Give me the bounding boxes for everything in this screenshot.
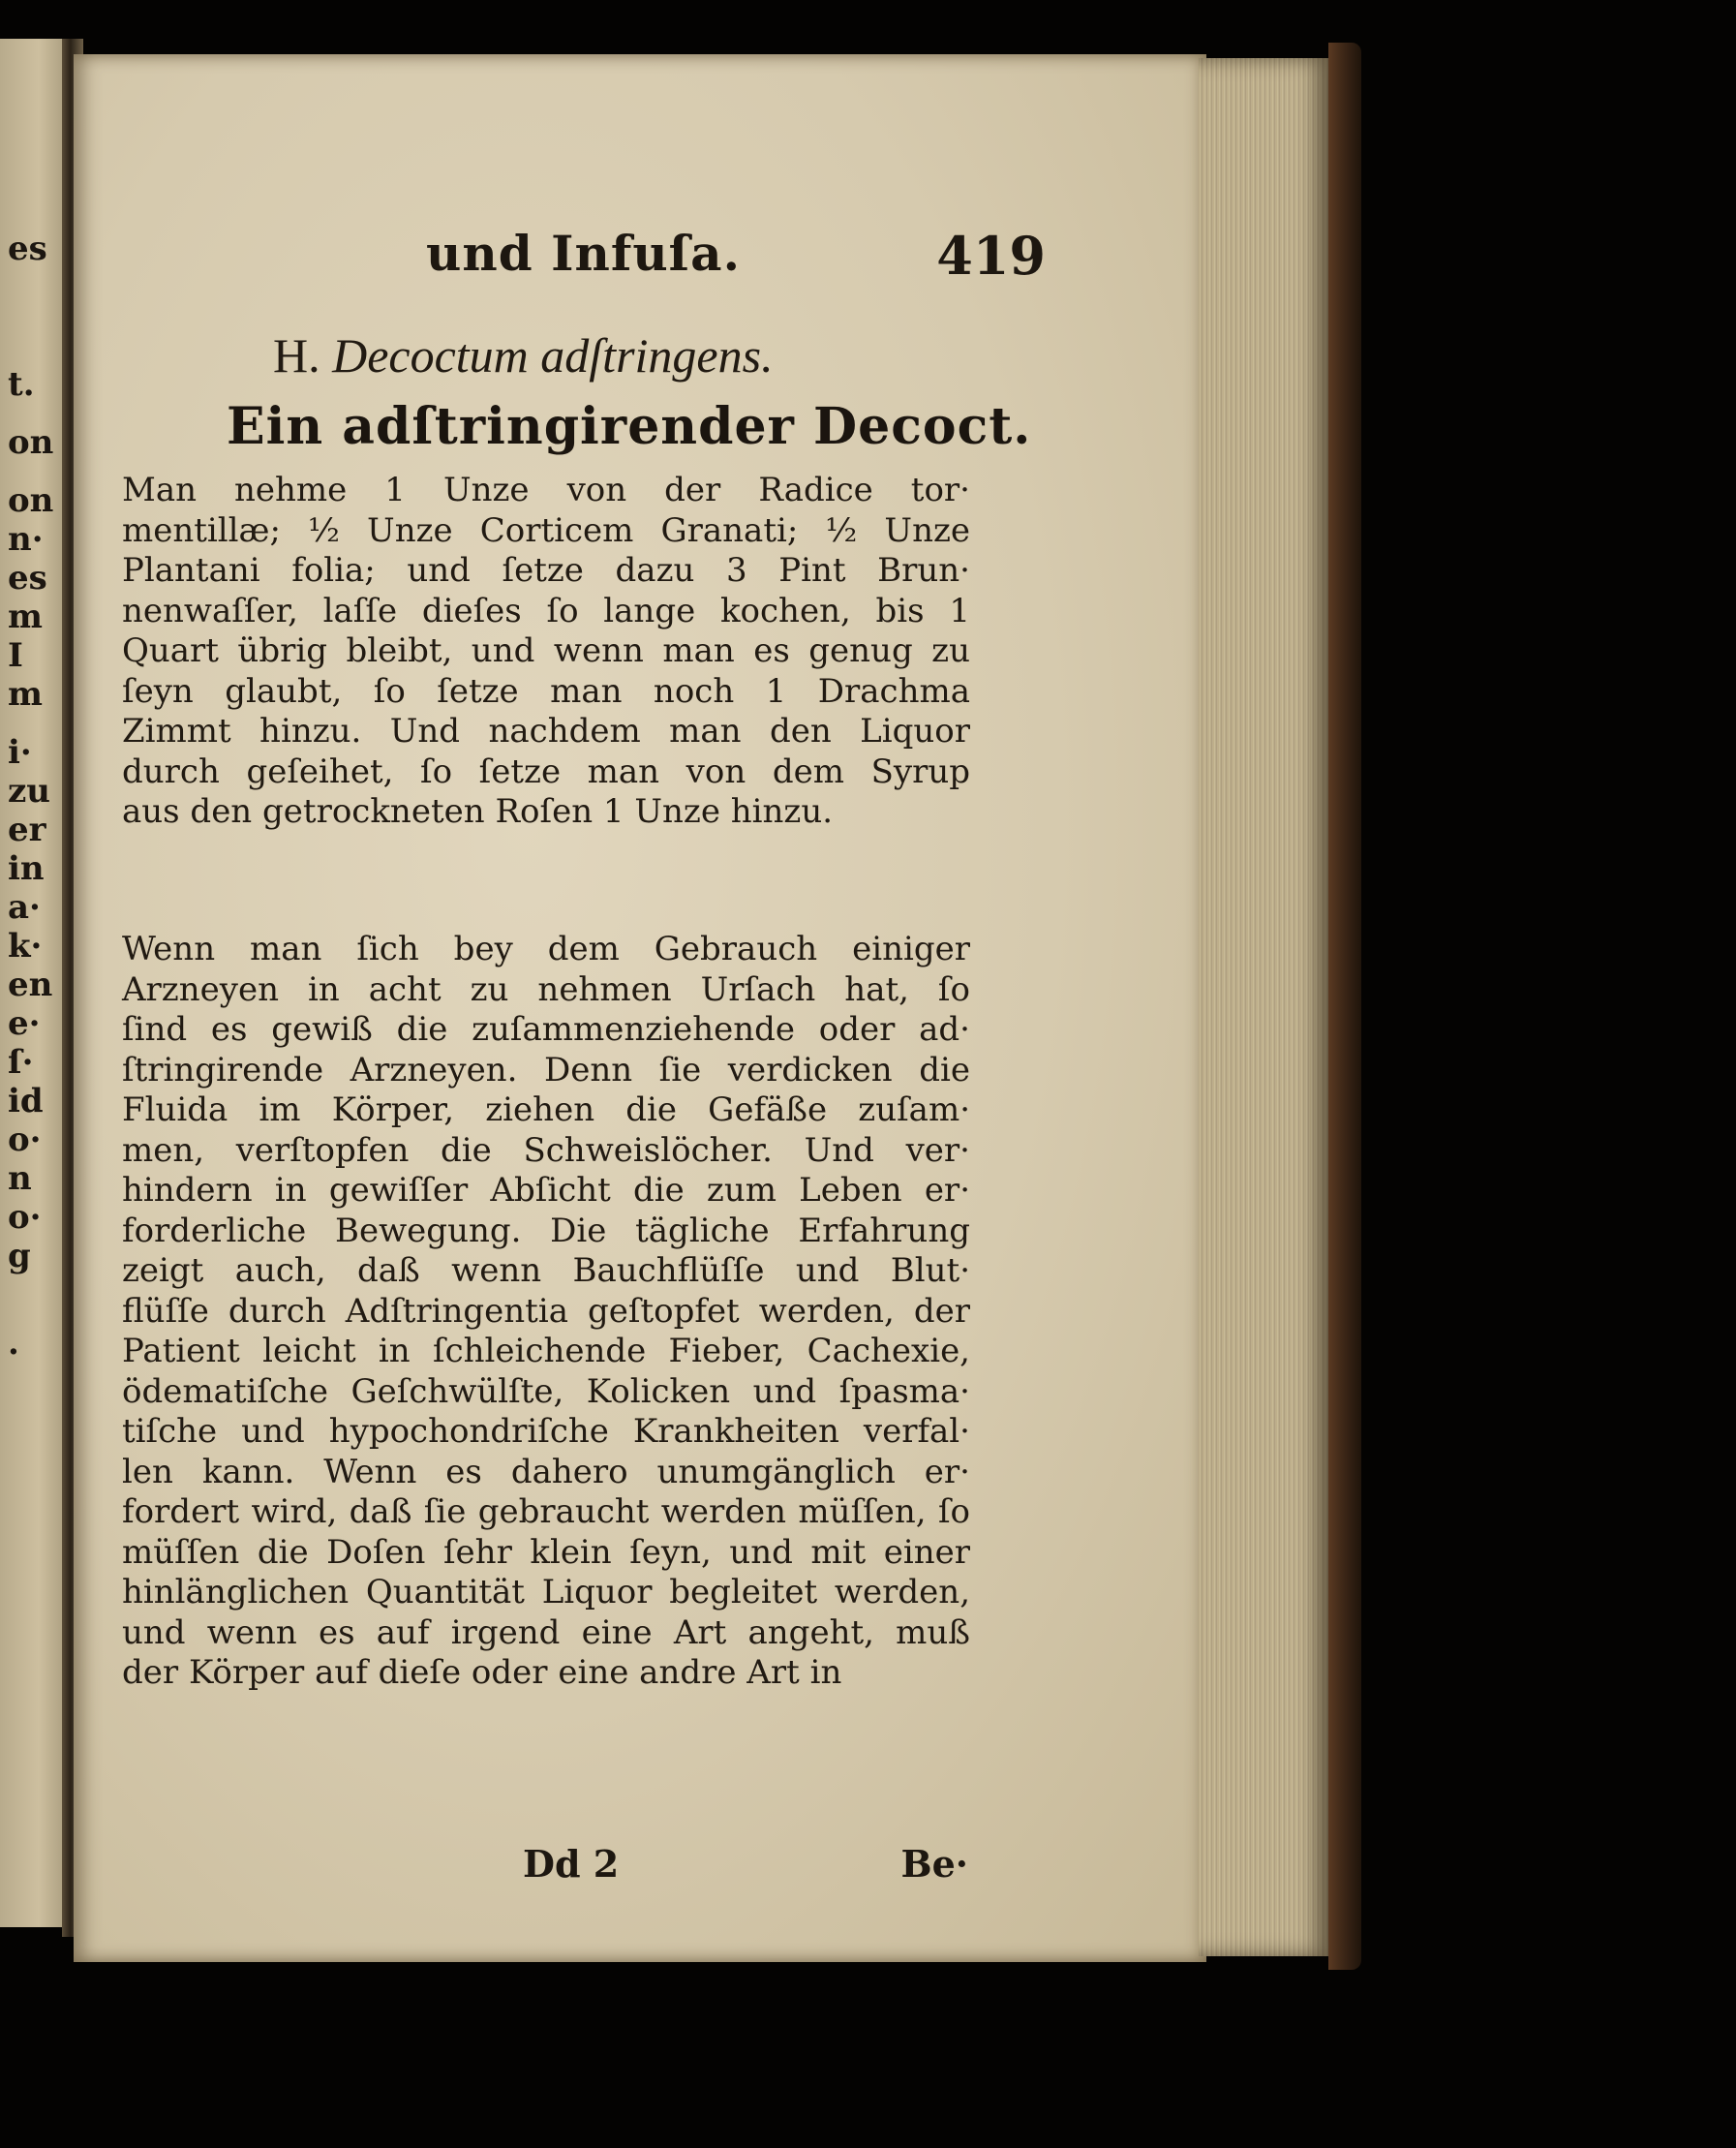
previous-page-fragment: m	[8, 675, 43, 714]
text-line: aus den getrockneten Roſen 1 Unze hinzu.	[122, 792, 834, 831]
recipe-latin-title: Decoctum adſtringens.	[332, 328, 774, 383]
previous-page-fragment: ſ·	[8, 1043, 34, 1082]
previous-page-fragment: o·	[8, 1198, 42, 1237]
text-line: hindern in gewiſſer Abſicht die zum Leben er·	[122, 1171, 970, 1210]
text-line: Plantani folia; und ſetze dazu 3 Pint Brun·	[122, 551, 970, 590]
previous-page-fragment: .	[8, 1324, 19, 1363]
previous-page-fragment: n·	[8, 520, 44, 559]
text-line: ſtringirende Arzneyen. Denn ſie verdicken die	[122, 1050, 970, 1089]
previous-page-fragment: k·	[8, 927, 43, 966]
text-line: forderliche Bewegung. Die tägliche Erfahrung	[122, 1211, 970, 1250]
previous-page-fragment: g	[8, 1237, 31, 1275]
text-line: Zimmt hinzu. Und nachdem man den Liquor	[122, 712, 970, 751]
text-line: Quart übrig bleibt, und wenn man es genug zu	[122, 631, 970, 670]
text-line: flüſſe durch Adſtringentia geſtopfet werden, der	[122, 1291, 970, 1331]
recipe-latin-heading	[273, 327, 774, 384]
previous-page-fragment: n	[8, 1159, 32, 1198]
previous-page-fragment: en	[8, 966, 53, 1004]
previous-page-fragment: er	[8, 811, 46, 849]
text-line: Arzneyen in acht zu nehmen Urſach hat, ſo	[122, 969, 970, 1009]
page-header	[426, 225, 1046, 292]
recipe-paragraph	[122, 471, 970, 833]
text-line: Wenn man ſich bey dem Gebrauch einiger	[122, 930, 970, 968]
text-line: der Körper auf dieſe oder eine andre Art in	[122, 1653, 842, 1692]
previous-page-fragment: es	[8, 230, 47, 268]
previous-page-fragment: o·	[8, 1120, 42, 1159]
text-line: Man nehme 1 Unze von der Radice tor·	[122, 471, 970, 509]
previous-page-fragment: I	[8, 636, 23, 675]
text-line: fordert wird, daß ſie gebraucht werden müſſen, ſo	[122, 1492, 970, 1531]
previous-page-fragment: m	[8, 598, 43, 636]
text-line: ſind es gewiß die zuſammenziehende oder ad·	[122, 1010, 970, 1049]
text-line: ödematiſche Geſchwülſte, Kolicken und ſpasma·	[122, 1371, 970, 1411]
text-line: mentillæ; ½ Unze Corticem Granati; ½ Unze	[122, 510, 970, 550]
text-line: und wenn es auf irgend eine Art angeht, muß	[122, 1612, 970, 1652]
signature-mark: Dd 2	[523, 1842, 620, 1886]
text-line: Patient leicht in ſchleichende Fieber, Cachexie,	[122, 1332, 970, 1370]
text-line: nenwaſſer, laſſe dieſes ſo lange kochen, bis 1	[122, 591, 970, 630]
previous-page-fragment: on	[8, 481, 54, 520]
previous-page-edge	[0, 39, 70, 1927]
commentary-paragraph	[122, 930, 970, 1694]
text-line: men, verſtopfen die Schweislöcher. Und ver·	[122, 1130, 970, 1170]
previous-page-fragment: a·	[8, 888, 41, 927]
previous-page-fragment: e·	[8, 1004, 41, 1043]
recipe-letter: H.	[273, 328, 320, 383]
previous-page-fragment: i·	[8, 733, 32, 772]
text-line: durch geſeihet, ſo ſetze man von dem Syrup	[122, 752, 970, 791]
book-cover-edge	[1328, 43, 1361, 1970]
previous-page-fragment: es	[8, 559, 47, 598]
running-head: und Infuſa.	[426, 225, 741, 282]
text-line: zeigt auch, daß wenn Bauchflüſſe und Blut·	[122, 1251, 970, 1290]
page-number: 419	[936, 225, 1046, 287]
catchword: Be·	[900, 1842, 968, 1886]
previous-page-fragment: zu	[8, 772, 51, 811]
text-line: müſſen die Doſen ſehr klein ſeyn, und mit einer	[122, 1532, 970, 1572]
previous-page-fragment: t.	[8, 365, 35, 404]
text-line: ſeyn glaubt, ſo ſetze man noch 1 Drachma	[122, 671, 970, 711]
previous-page-fragment: in	[8, 849, 45, 888]
text-line: hinlänglichen Quantität Liquor begleitet werden,	[122, 1573, 970, 1611]
previous-page-fragment: on	[8, 423, 54, 462]
text-line: Fluida im Körper, ziehen die Gefäße zuſam·	[122, 1090, 970, 1129]
page-footer	[523, 1842, 968, 1890]
text-line: len kann. Wenn es dahero unumgänglich er·	[122, 1452, 970, 1491]
previous-page-fragment: id	[8, 1082, 44, 1120]
page-block-edges	[1199, 58, 1334, 1956]
text-line: tiſche und hypochondriſche Krankheiten verfal·	[122, 1412, 970, 1451]
recipe-german-heading: Ein adſtringirender Decoct.	[227, 397, 1032, 456]
